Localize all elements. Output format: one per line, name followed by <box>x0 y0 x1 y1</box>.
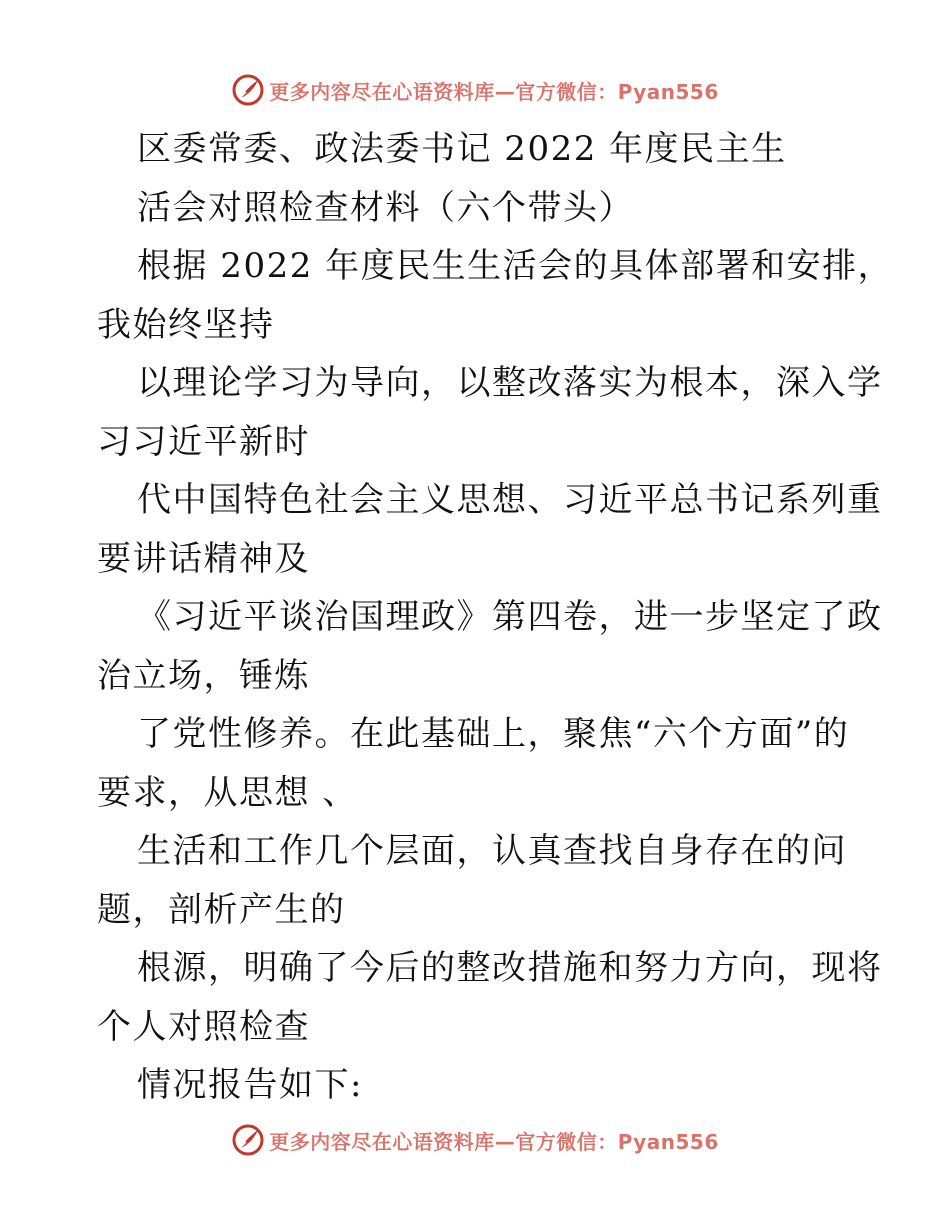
paragraph-line: 根源，明确了今后的整改措施和努力方向，现将 <box>137 948 883 988</box>
paragraph-line: 个人对照检查 <box>97 1006 310 1047</box>
paragraph-line: 我始终坚持 <box>97 304 275 345</box>
paragraph-line: 要讲话精神及 <box>97 538 310 579</box>
title-line-2: 活会对照检查材料（六个带头） <box>137 187 634 228</box>
footer-watermark-banner <box>0 1120 950 1160</box>
paragraph-line: 生活和工作几个层面，认真查找自身存在的问 <box>137 831 847 871</box>
paragraph-line: 治立场，锤炼 <box>97 655 310 696</box>
paragraph-line: 情况报告如下: <box>137 1065 363 1105</box>
paragraph-line: 习习近平新时 <box>97 421 310 462</box>
feather-pen-logo-icon <box>231 73 265 107</box>
paragraph-line: 以理论学习为导向，以整改落实为根本，深入学 <box>137 363 883 403</box>
paragraph-line: 了党性修养。在此基础上，聚焦“六个方面”的 <box>137 714 850 754</box>
paragraph-line: 根据 2022 年度民生生活会的具体部署和安排， <box>137 246 894 286</box>
paragraph-line: 代中国特色社会主义思想、习近平总书记系列重 <box>137 480 883 520</box>
paragraph-line: 《习近平谈治国理政》第四卷，进一步坚定了政 <box>137 597 883 637</box>
paragraph-line: 要求，从思想 、 <box>97 772 358 813</box>
feather-pen-logo-icon <box>231 1123 265 1157</box>
title-line-1: 区委常委、政法委书记 2022 年度民主生 <box>137 129 787 169</box>
document-body <box>97 120 894 1115</box>
watermark-text: 更多内容尽在心语资料库—官方微信：Pyan556 <box>269 1129 719 1154</box>
header-watermark-banner <box>0 70 950 110</box>
watermark-text: 更多内容尽在心语资料库—官方微信：Pyan556 <box>269 79 719 104</box>
paragraph-line: 题，剖析产生的 <box>97 889 346 930</box>
